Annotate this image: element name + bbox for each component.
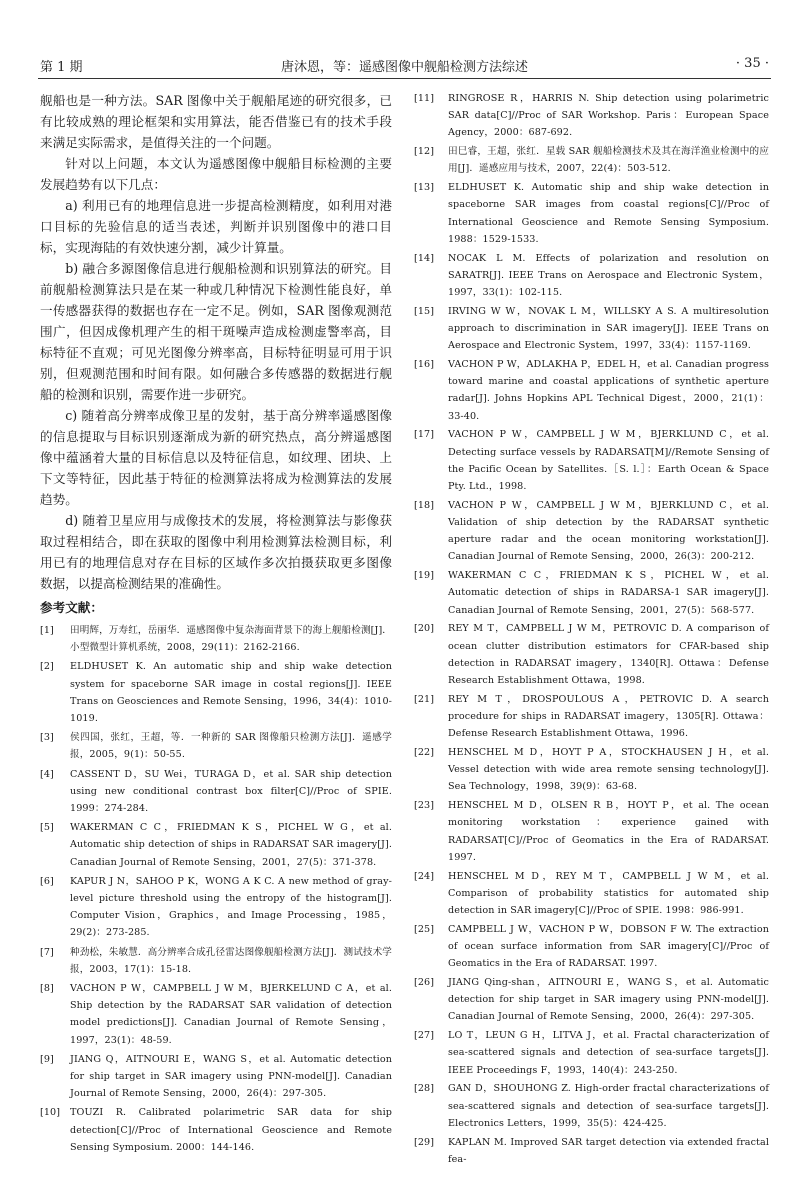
page-number: · 35 ·: [735, 56, 769, 71]
body-paragraph: d) 随着卫星应用与成像技术的发展，将检测算法与影像获取过程相结合，即在获取的图像中利用检测算法检测目标，利用已有的地理信息对存在目标的区域作多次拍摄获取更多图像数据，以提高检测结果的准确性。: [40, 513, 392, 591]
body-paragraph: c) 随着高分辨率成像卫星的发射，基于高分辨率遥感图像的信息提取与目标识别逐渐成为新的研究热点，高分辨遥感图像中蕴涵着大量的目标信息以及特征信息，如纹理、团块、上下文等特征，因此基于特征的检测算法将成为检测算法的发展趋势。: [40, 408, 392, 507]
reference-list-right: [414, 90, 769, 1168]
reference-item: [414, 1080, 769, 1132]
body-paragraph: 舰船也是一种方法。SAR 图像中关于舰船尾迹的研究很多，已有比较成熟的理论框架和实用算法，能否借鉴已有的技术手段来满足实际需求，是值得关注的一个问题。: [40, 93, 392, 150]
reference-number: [26]: [414, 977, 435, 989]
reference-list-left: [40, 622, 392, 1156]
reference-number: [23]: [414, 800, 435, 812]
right-column: [414, 90, 769, 1170]
reference-number: [8]: [40, 983, 54, 995]
reference-number: [1]: [40, 625, 54, 636]
reference-text: WAKERMAN C C，FRIEDMAN K S，PICHEL W，et al. Automatic detection of ships in RADARSA-1 SAR imagery[J]. Canadian Journal of Remote Sensing，2001，27(5)：568-577.: [448, 570, 769, 616]
reference-number: [3]: [40, 732, 54, 744]
reference-item: [414, 974, 769, 1026]
body-paragraph: a) 利用已有的地理信息进一步提高检测精度，如利用对港口目标的先验信息的适当表述，判断并识别图像中的港口目标，实现海陆的有效快速分割，减少计算量。: [40, 198, 392, 255]
reference-text: WAKERMAN C C，FRIEDMAN K S，PICHEL W G，et al. Automatic ship detection of ships in RADARSAT SAR imagery[J]. Canadian Journal of Remote Sensing，2001，27(5)：371-378.: [70, 822, 392, 868]
reference-item: [414, 921, 769, 973]
reference-number: [24]: [414, 870, 435, 882]
body-paragraph: 针对以上问题，本文认为遥感图像中舰船目标检测的主要发展趋势有以下几点：: [40, 156, 392, 192]
reference-text: HENSCHEL M D，REY M T，CAMPBELL J W M，et al. Comparison of probability statistics for automated ship detection in SAR imagery[C]//Proc of SPIE. 1998：986-991.: [448, 870, 769, 917]
reference-text: KAPUR J N，SAHOO P K，WONG A K C. A new method of gray-level picture threshold using the entropy of the histogram[J]. Computer Vision，Graphics，and Image Processing，1985，29(2)：273-285.: [70, 875, 392, 939]
reference-item: [414, 143, 769, 177]
reference-item: [40, 819, 392, 871]
reference-number: [29]: [414, 1136, 435, 1148]
reference-text: 种劲松，朱敏慧．高分辨率合成孔径雷达图像舰船检测方法[J]．测试技术学报，2003，17(1)：15-18.: [70, 946, 392, 975]
reference-number: [18]: [414, 499, 435, 511]
reference-text: CAMPBELL J W，VACHON P W，DOBSON F W. The extraction of ocean surface information from SAR imagery[C]//Proc of Geomatics in the Era of RADARSAT. 1997.: [448, 923, 769, 970]
page-header: [38, 56, 771, 78]
reference-text: GAN D，SHOUHONG Z. High-order fractal characterizations of sea-scattered signals and detection of sea-surface targets[J]. Electronics Letters，1999，35(5)：424-425.: [448, 1083, 769, 1129]
running-title: 唐沐恩，等：遥感图像中舰船检测方法综述: [280, 60, 528, 75]
reference-text: LO T，LEUN G H，LITVA J，et al. Fractal characterization of sea-scattered signals and detection of sea-surface targets[J]. IEEE Proceedings F，1993，140(4)：243-250.: [448, 1030, 769, 1076]
reference-text: JIANG Q，AITNOURI E，WANG S，et al. Automatic detection for ship target in SAR imagery using PNN-model[J]. Canadian Journal of Remote Sensing，2000，26(4)：297-305.: [70, 1053, 392, 1100]
reference-number: [14]: [414, 252, 435, 264]
left-column: [40, 90, 392, 1158]
reference-number: [2]: [40, 661, 54, 673]
reference-text: HENSCHEL M D，OLSEN R B，HOYT P，et al. The ocean monitoring workstation：experience gained with RADARSAT[C]//Proc of Geomatics in the Era of RADARSAT. 1997.: [448, 800, 769, 863]
reference-text: VACHON P W，CAMPBELL J W M，BJERKLUND C，et al. Detecting surface vessels by RADARSAT[M]//Remote Sensing of the Pacific Ocean by Satellites.［S. l.］：Earth Ocean & Space Pty. Ltd.，1998.: [448, 429, 769, 493]
reference-number: [22]: [414, 747, 435, 759]
reference-number: [11]: [414, 93, 435, 104]
reference-text: VACHON P W，ADLAKHA P，EDEL H，et al. Canadian progress toward marine and coastal applications of synthetic aperture radar[J]. Johns Hopkins APL Technical Digest，2000，21(1)：33-40.: [448, 359, 769, 422]
reference-text: NOCAK L M. Effects of polarization and resolution on SARATR[J]. IEEE Trans on Aerospace and Electronic System，1997，33(1)：102-115.: [448, 252, 769, 299]
reference-item: [40, 873, 392, 942]
reference-item: [40, 622, 392, 656]
reference-text: 田巳睿，王超，张红．星载 SAR 舰船检测技术及其在海洋渔业检测中的应用[J]．遥感应用与技术，2007，22(4)：503-512.: [448, 146, 769, 175]
reference-number: [7]: [40, 946, 54, 958]
reference-text: HENSCHEL M D，HOYT P A，STOCKHAUSEN J H，et al. Vessel detection with wide area remote sensing technology[J]. Sea Technology，1998，39(9)：63-68.: [448, 747, 769, 793]
reference-number: [28]: [414, 1083, 435, 1095]
reference-number: [5]: [40, 822, 54, 834]
reference-item: [414, 303, 769, 355]
reference-number: [10]: [40, 1107, 61, 1119]
reference-text: KAPLAN M. Improved SAR target detection via extended fractal fea-: [448, 1136, 769, 1165]
reference-number: [19]: [414, 570, 435, 582]
reference-item: [40, 944, 392, 978]
reference-item: [414, 1134, 769, 1168]
reference-text: REY M T，DROSPOULOUS A，PETROVIC D. A search procedure for ships in RADARSAT imagery，1305[R]. Ottawa：Defense Research Establishment Ottawa，1996.: [448, 693, 769, 740]
reference-item: [414, 250, 769, 302]
reference-number: [15]: [414, 305, 435, 317]
reference-number: [25]: [414, 923, 435, 935]
reference-text: ELDHUSET K. Automatic ship and ship wake detection in spaceborne SAR images from coastal regions[C]//Proc of International Geoscience and Remote Sensing Symposium. 1988：1529-1533.: [448, 182, 769, 245]
reference-item: [414, 90, 769, 142]
reference-number: [9]: [40, 1053, 54, 1065]
reference-text: IRVING W W，NOVAK L M，WILLSKY A S. A multiresolution approach to discrimination in SAR imagery[J]. IEEE Trans on Aerospace and Electronic System，1997，33(4)：1157-1169.: [448, 305, 769, 352]
reference-item: [414, 797, 769, 866]
reference-number: [20]: [414, 623, 435, 635]
reference-item: [40, 766, 392, 818]
reference-number: [27]: [414, 1030, 435, 1042]
reference-item: [414, 497, 769, 566]
reference-item: [40, 1104, 392, 1156]
reference-item: [414, 1027, 769, 1079]
reference-text: 侯四国，张红，王超，等．一种新的 SAR 图像船只检测方法[J]．遥感学报，2005，9(1)：50-55.: [70, 732, 392, 761]
reference-item: [40, 658, 392, 727]
reference-text: VACHON P W，CAMPBELL J W M，BJERKELUND C A，et al. Ship detection by the RADARSAT SAR validation of detection model predictions[J]. Canadian Journal of Remote Sensing，1997，23(1)：48-59.: [70, 983, 392, 1046]
reference-item: [414, 868, 769, 920]
reference-item: [414, 356, 769, 425]
references-heading: 参考文献：: [40, 600, 103, 615]
reference-number: [13]: [414, 182, 435, 194]
reference-number: [16]: [414, 359, 435, 371]
reference-number: [6]: [40, 875, 54, 887]
reference-number: [12]: [414, 146, 435, 158]
reference-text: VACHON P W，CAMPBELL J W M，BJERKLUND C，et al. Validation of ship detection by the RADARSAT synthetic aperture radar and the ocean monitoring workstation[J]. Canadian Journal of Remote Sensing，2000，26(3)：200-212.: [448, 499, 769, 563]
reference-number: [4]: [40, 768, 54, 780]
reference-text: 田明辉，万寿红，岳丽华．遥感图像中复杂海面背景下的海上舰船检测[J]．小型微型计算机系统，2008，29(11)：2162-2166.: [70, 625, 392, 654]
header-rule: [38, 78, 771, 79]
reference-item: [414, 426, 769, 495]
reference-item: [40, 729, 392, 763]
reference-item: [40, 1051, 392, 1103]
reference-text: JIANG Qing-shan，AITNOURI E，WANG S，et al. Automatic detection for ship target in SAR imagery using PNN-model[J]. Canadian Journal of Remote Sensing，2000，26(4)：297-305.: [448, 977, 769, 1023]
reference-item: [414, 179, 769, 248]
reference-item: [414, 691, 769, 743]
reference-number: [21]: [414, 693, 435, 705]
reference-number: [17]: [414, 429, 435, 441]
body-paragraph: b) 融合多源图像信息进行舰船检测和识别算法的研究。目前舰船检测算法只是在某一种或几种情况下检测性能良好，单一传感器获得的数据也存在一定不足。例如，SAR 图像观测范围广，但因成像机理产生的相干斑噪声造成检测虚警率高，目标特征不直观；可见光图像分辨率高，目标特征明显可用于识别，但观测范围和时间有限。如何融合多传感器的数据进行舰船的检测和识别，需要作进一步研究。: [40, 261, 392, 402]
reference-text: CASSENT D，SU Wei，TURAGA D，et al. SAR ship detection using new conditional contrast box filter[C]//Proc of SPIE. 1999：274-284.: [70, 768, 392, 815]
reference-text: RINGROSE R，HARRIS N. Ship detection using polarimetric SAR data[C]//Proc of SAR Workshop. Paris：European Space Agency，2000：687-692.: [448, 93, 769, 139]
reference-item: [414, 744, 769, 796]
reference-text: TOUZI R. Calibrated polarimetric SAR data for ship detection[C]//Proc of International Geoscience and Remote Sensing Symposium. 2000：144-146.: [70, 1107, 392, 1153]
reference-item: [414, 567, 769, 619]
reference-item: [414, 620, 769, 689]
reference-text: ELDHUSET K. An automatic ship and ship wake detection system for spaceborne SAR image in costal regions[J]. IEEE Trans on Geosciences and Remote Sensing，1996，34(4)：1010-1019.: [70, 661, 392, 725]
reference-item: [40, 980, 392, 1049]
issue-label: 第 1 期: [40, 60, 83, 75]
reference-text: REY M T，CAMPBELL J W M，PETROVIC D. A comparison of ocean clutter distribution estimators for CFAR-based ship detection in RADARSAT imagery，1340[R]. Ottawa：Defense Research Establishment Ottawa，1998.: [448, 623, 769, 687]
